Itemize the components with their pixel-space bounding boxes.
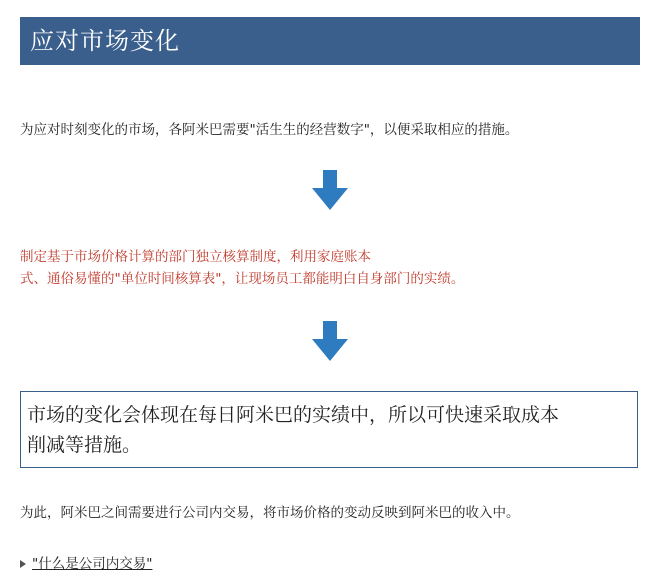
key-point-line: 削减等措施。 — [27, 434, 142, 456]
triangle-right-icon — [20, 560, 26, 568]
highlight-line: 制定基于市场价格计算的部门独立核算制度，利用家庭账本 — [20, 249, 371, 265]
key-point-line: 市场的变化会体现在每日阿米巴的实绩中，所以可快速采取成本 — [27, 404, 560, 426]
key-point-box — [20, 391, 638, 468]
down-arrow-icon — [312, 321, 348, 361]
related-link[interactable]: "什么是公司内交易" — [32, 556, 153, 572]
highlight-paragraph — [20, 246, 464, 290]
intro-paragraph: 为应对时刻变化的市场，各阿米巴需要"活生生的经营数字"，以便采取相应的措施。 — [20, 122, 519, 138]
page-title: 应对市场变化 — [30, 27, 180, 55]
conclusion-paragraph: 为此，阿米巴之间需要进行公司内交易，将市场价格的变动反映到阿米巴的收入中。 — [20, 505, 520, 521]
related-link-row[interactable] — [20, 554, 152, 574]
highlight-line: 式、通俗易懂的"单位时间核算表"，让现场员工都能明白自身部门的实绩。 — [20, 271, 465, 287]
key-point-text — [27, 400, 627, 460]
down-arrow-icon — [312, 170, 348, 210]
section-header — [20, 17, 640, 65]
